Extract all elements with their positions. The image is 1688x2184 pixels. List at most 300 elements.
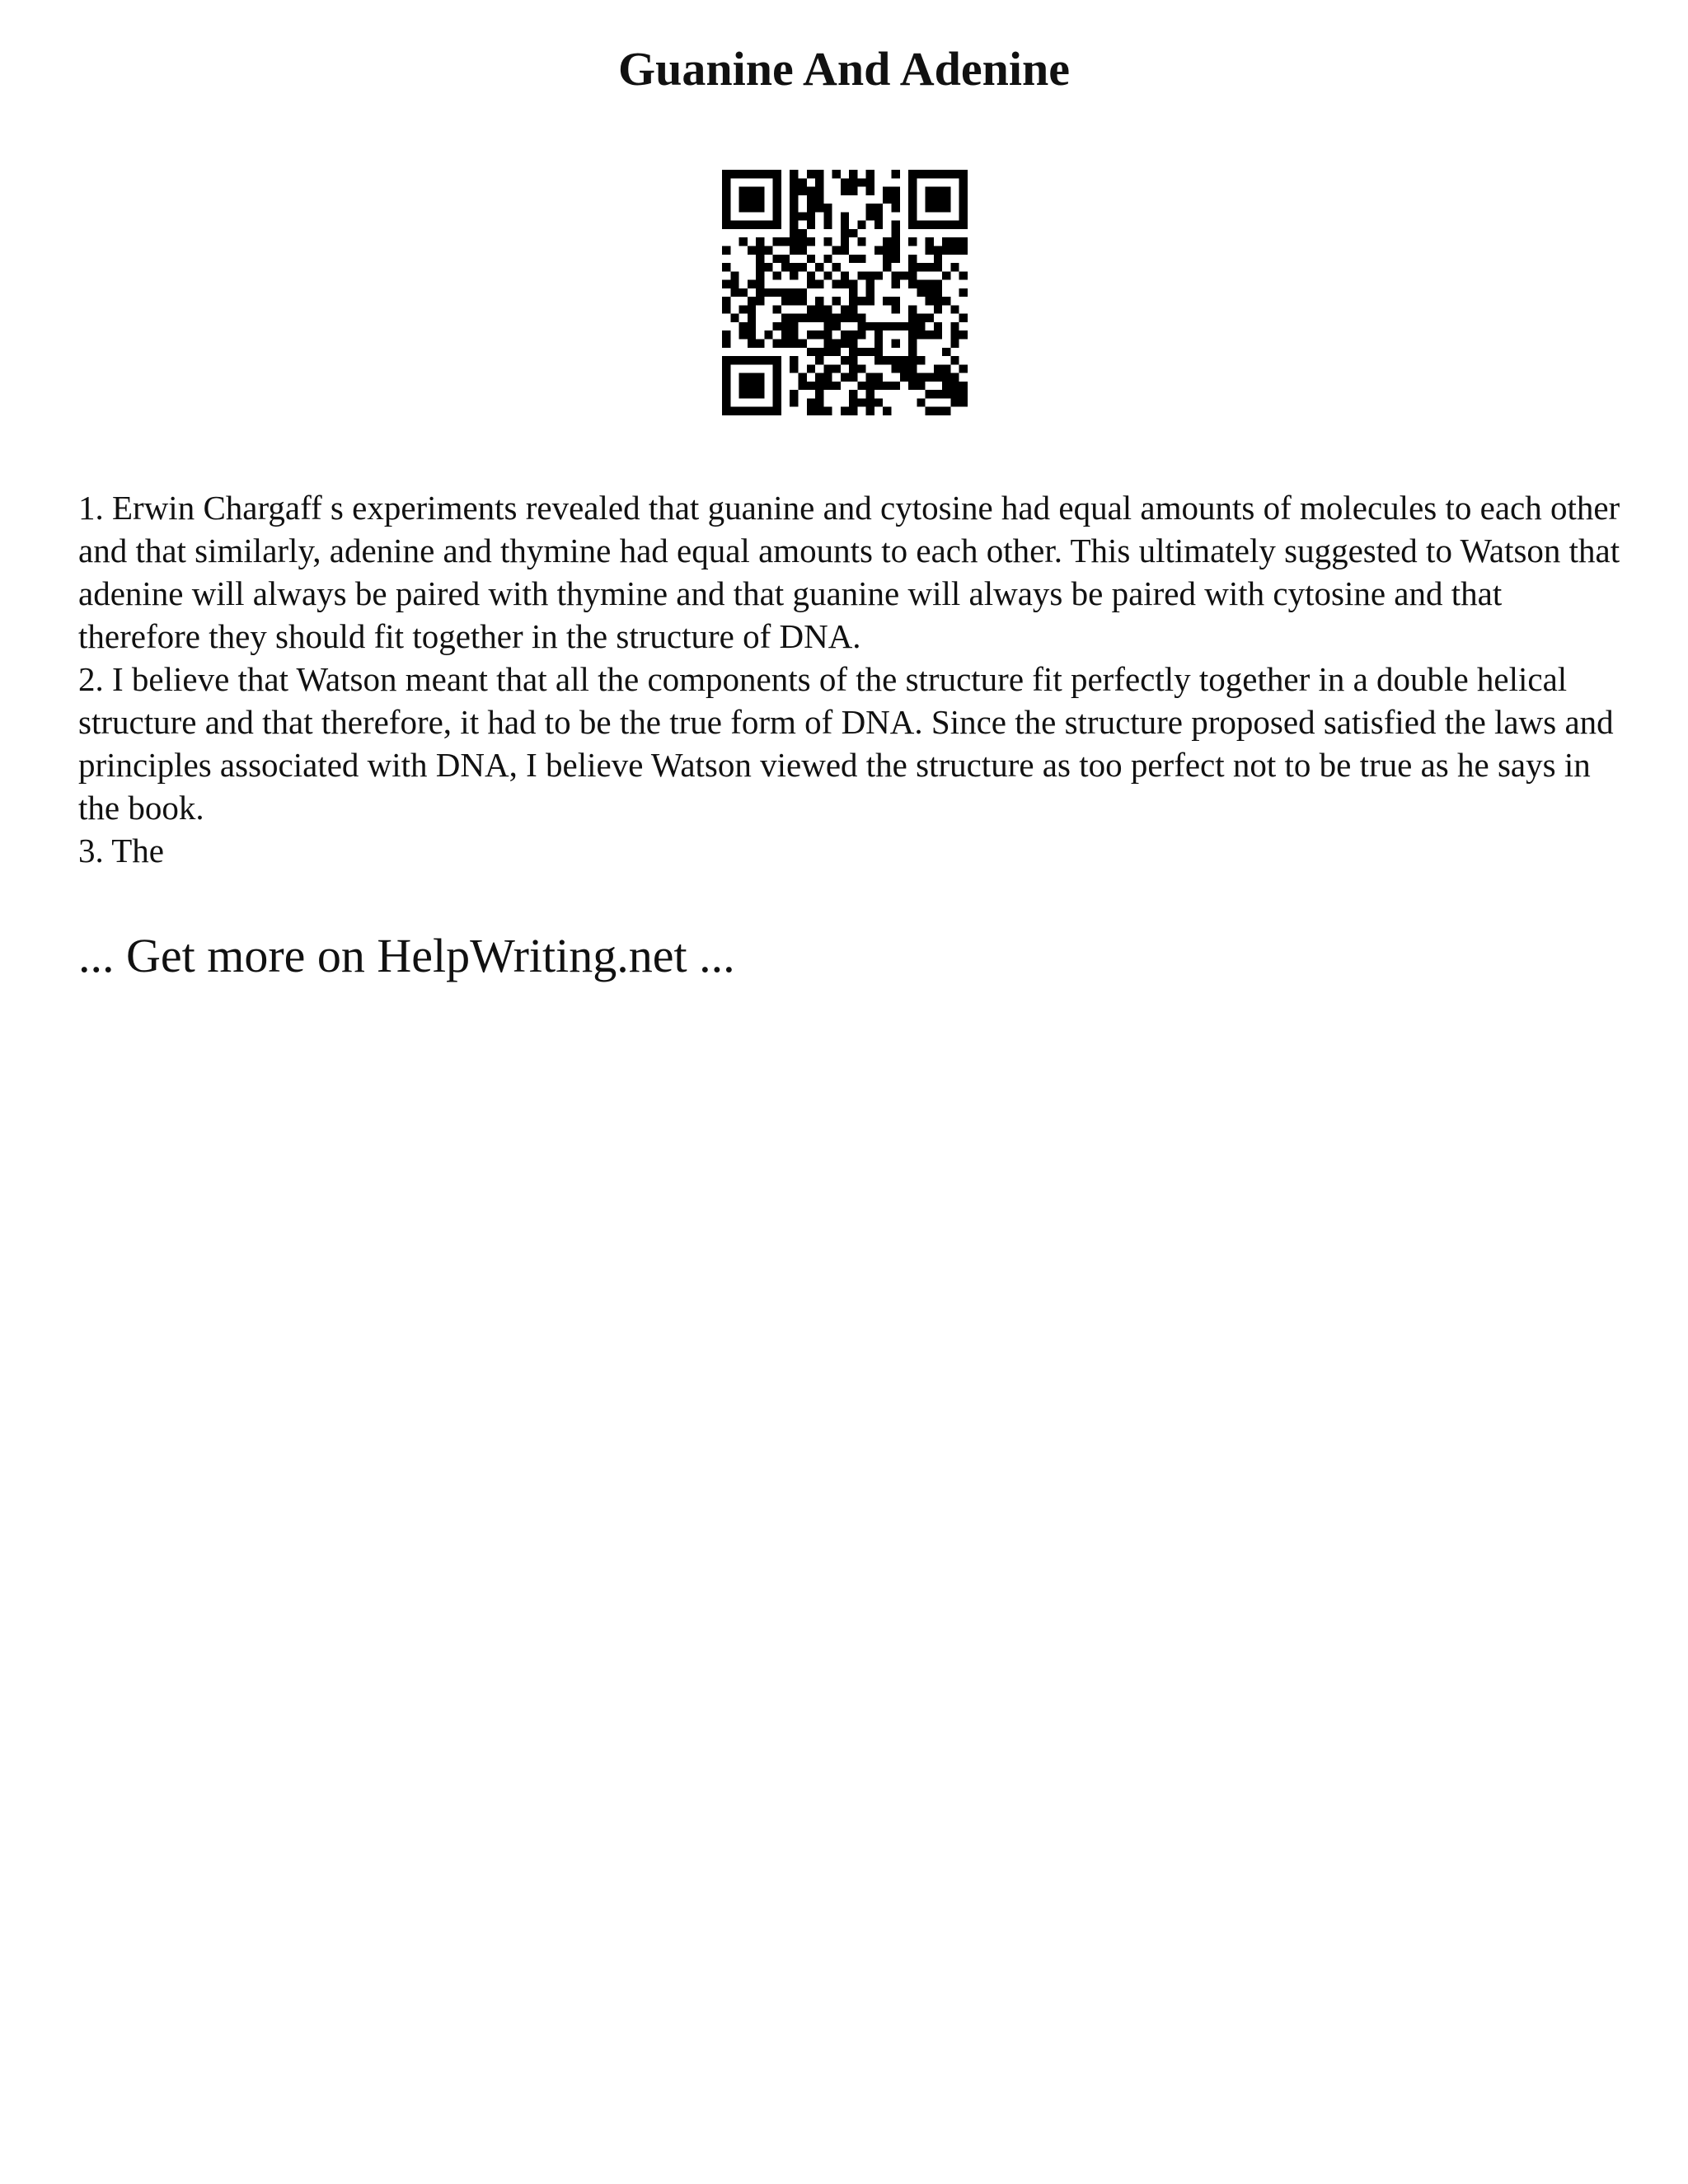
- qr-module: [857, 271, 865, 279]
- qr-module: [756, 297, 764, 305]
- qr-module: [748, 170, 756, 178]
- qr-module: [950, 237, 959, 246]
- qr-module: [917, 322, 925, 330]
- qr-module: [730, 356, 738, 364]
- qr-module: [908, 212, 917, 220]
- qr-module: [934, 390, 942, 398]
- qr-module: [823, 322, 832, 330]
- qr-module: [739, 390, 748, 398]
- qr-module: [874, 373, 883, 382]
- qr-module: [900, 271, 908, 279]
- qr-module: [756, 280, 764, 288]
- qr-module: [823, 255, 832, 263]
- qr-module: [874, 271, 883, 279]
- qr-module: [832, 322, 841, 330]
- qr-module: [959, 390, 968, 398]
- qr-module: [857, 348, 865, 356]
- qr-module: [815, 348, 823, 356]
- qr-module: [790, 314, 798, 322]
- qr-module: [781, 263, 790, 271]
- qr-module: [942, 407, 950, 415]
- qr-module: [942, 271, 950, 279]
- qr-module: [748, 221, 756, 229]
- qr-module: [823, 305, 832, 313]
- qr-module: [926, 407, 934, 415]
- qr-module: [722, 195, 730, 204]
- qr-module: [790, 297, 798, 305]
- qr-module: [866, 271, 874, 279]
- qr-module: [756, 373, 764, 382]
- qr-module: [756, 356, 764, 364]
- qr-module: [942, 221, 950, 229]
- qr-module: [926, 280, 934, 288]
- qr-module: [807, 382, 815, 390]
- qr-module: [866, 280, 874, 288]
- qr-module: [908, 314, 917, 322]
- qr-module: [874, 382, 883, 390]
- qr-module: [790, 178, 798, 186]
- qr-module: [832, 348, 841, 356]
- qr-module: [781, 322, 790, 330]
- qr-module: [781, 340, 790, 348]
- qr-module: [934, 195, 942, 204]
- qr-module: [823, 204, 832, 212]
- qr-module: [934, 204, 942, 212]
- qr-module: [756, 382, 764, 390]
- qr-module: [908, 330, 917, 339]
- qr-module: [739, 221, 748, 229]
- qr-module: [917, 398, 925, 406]
- qr-module: [756, 407, 764, 415]
- qr-module: [748, 382, 756, 390]
- qr-module: [874, 204, 883, 212]
- qr-module: [807, 398, 815, 406]
- qr-module: [900, 373, 908, 382]
- qr-module: [934, 322, 942, 330]
- qr-module: [926, 390, 934, 398]
- qr-module: [764, 263, 772, 271]
- qr-module: [950, 356, 959, 364]
- qr-module: [883, 246, 891, 254]
- qr-module: [722, 297, 730, 305]
- qr-module: [815, 187, 823, 195]
- qr-module: [892, 195, 900, 204]
- qr-module: [823, 348, 832, 356]
- qr-module: [823, 382, 832, 390]
- qr-module: [722, 280, 730, 288]
- qr-module: [739, 288, 748, 297]
- qr-module: [883, 237, 891, 246]
- qr-module: [841, 237, 849, 246]
- qr-module: [866, 212, 874, 220]
- qr-module: [857, 237, 865, 246]
- qr-module: [917, 280, 925, 288]
- qr-module: [722, 373, 730, 382]
- qr-module: [874, 221, 883, 229]
- qr-module: [748, 356, 756, 364]
- qr-module: [748, 330, 756, 339]
- qr-module: [832, 364, 841, 373]
- qr-module: [917, 314, 925, 322]
- qr-module: [748, 340, 756, 348]
- qr-module: [756, 288, 764, 297]
- qr-module: [773, 178, 781, 186]
- qr-module: [934, 297, 942, 305]
- qr-module: [857, 221, 865, 229]
- qr-module: [849, 390, 857, 398]
- qr-module: [866, 348, 874, 356]
- qr-module: [908, 263, 917, 271]
- qr-module: [807, 305, 815, 313]
- qr-module: [781, 314, 790, 322]
- qr-module: [883, 382, 891, 390]
- qr-module: [790, 195, 798, 204]
- qr-module: [857, 364, 865, 373]
- qr-module: [790, 263, 798, 271]
- qr-module: [934, 364, 942, 373]
- qr-module: [841, 340, 849, 348]
- qr-module: [722, 263, 730, 271]
- qr-module: [722, 364, 730, 373]
- qr-module: [823, 407, 832, 415]
- qr-module: [722, 340, 730, 348]
- qr-module: [942, 297, 950, 305]
- qr-module: [722, 204, 730, 212]
- qr-module: [748, 204, 756, 212]
- qr-module: [739, 330, 748, 339]
- qr-module: [908, 373, 917, 382]
- qr-module: [908, 221, 917, 229]
- qr-module: [722, 330, 730, 339]
- qr-module: [798, 229, 806, 237]
- qr-module: [883, 263, 891, 271]
- qr-module: [857, 330, 865, 339]
- qr-module: [722, 382, 730, 390]
- qr-module: [841, 314, 849, 322]
- qr-module: [790, 390, 798, 398]
- qr-module: [950, 390, 959, 398]
- qr-module: [773, 322, 781, 330]
- qr-module: [764, 356, 772, 364]
- qr-code-icon: [722, 170, 968, 415]
- qr-module: [790, 246, 798, 254]
- qr-module: [756, 195, 764, 204]
- qr-module: [815, 178, 823, 186]
- qr-module: [934, 221, 942, 229]
- qr-module: [764, 246, 772, 254]
- qr-module: [874, 356, 883, 364]
- qr-module: [773, 340, 781, 348]
- qr-module: [773, 204, 781, 212]
- qr-module: [807, 348, 815, 356]
- qr-module: [959, 288, 968, 297]
- qr-module: [917, 356, 925, 364]
- qr-module: [773, 390, 781, 398]
- qr-module: [950, 382, 959, 390]
- qr-module: [841, 407, 849, 415]
- qr-module: [892, 305, 900, 313]
- qr-module: [926, 314, 934, 322]
- qr-module: [841, 330, 849, 339]
- qr-module: [849, 348, 857, 356]
- qr-module: [849, 297, 857, 305]
- qr-module: [950, 305, 959, 313]
- qr-module: [807, 187, 815, 195]
- qr-module: [807, 212, 815, 220]
- qr-module: [866, 322, 874, 330]
- qr-module: [857, 178, 865, 186]
- qr-module: [950, 398, 959, 406]
- qr-module: [942, 246, 950, 254]
- qr-module: [815, 195, 823, 204]
- qr-module: [849, 340, 857, 348]
- qr-module: [790, 212, 798, 220]
- qr-module: [849, 170, 857, 178]
- qr-module: [756, 390, 764, 398]
- qr-module: [756, 187, 764, 195]
- qr-module: [942, 348, 950, 356]
- qr-module: [841, 246, 849, 254]
- qr-module: [926, 187, 934, 195]
- qr-module: [756, 263, 764, 271]
- qr-module: [849, 364, 857, 373]
- qr-module: [857, 314, 865, 322]
- qr-module: [823, 271, 832, 279]
- qr-module: [934, 246, 942, 254]
- qr-module: [892, 255, 900, 263]
- paragraph-3: 3. The: [78, 832, 165, 869]
- qr-module: [748, 246, 756, 254]
- qr-module: [739, 407, 748, 415]
- qr-module: [722, 398, 730, 406]
- qr-module: [917, 221, 925, 229]
- qr-module: [849, 255, 857, 263]
- qr-module: [934, 407, 942, 415]
- qr-module: [883, 356, 891, 364]
- qr-module: [764, 288, 772, 297]
- qr-module: [807, 237, 815, 246]
- qr-module: [739, 204, 748, 212]
- qr-module: [849, 398, 857, 406]
- qr-module: [883, 407, 891, 415]
- qr-module: [959, 237, 968, 246]
- qr-module: [917, 288, 925, 297]
- qr-module: [926, 373, 934, 382]
- qr-module: [942, 195, 950, 204]
- qr-module: [823, 373, 832, 382]
- qr-module: [773, 212, 781, 220]
- qr-module: [798, 340, 806, 348]
- qr-module: [849, 330, 857, 339]
- qr-module: [926, 195, 934, 204]
- qr-module: [798, 373, 806, 382]
- qr-module: [807, 364, 815, 373]
- qr-module: [857, 297, 865, 305]
- qr-module: [815, 373, 823, 382]
- qr-module: [748, 305, 756, 313]
- qr-module: [849, 229, 857, 237]
- qr-module: [815, 297, 823, 305]
- qr-module: [823, 314, 832, 322]
- qr-module: [908, 280, 917, 288]
- qr-module: [874, 212, 883, 220]
- qr-module: [748, 390, 756, 398]
- qr-module: [892, 204, 900, 212]
- qr-module: [815, 330, 823, 339]
- qr-module: [756, 271, 764, 279]
- qr-module: [857, 382, 865, 390]
- qr-module: [756, 246, 764, 254]
- qr-module: [823, 237, 832, 246]
- document-body: [78, 486, 1628, 872]
- qr-module: [857, 322, 865, 330]
- qr-module: [722, 170, 730, 178]
- qr-module: [798, 178, 806, 186]
- qr-module: [959, 364, 968, 373]
- qr-module: [781, 297, 790, 305]
- qr-module: [815, 204, 823, 212]
- qr-module: [959, 221, 968, 229]
- qr-module: [950, 221, 959, 229]
- qr-module: [883, 195, 891, 204]
- document-title: Guanine And Adenine: [618, 42, 1070, 96]
- qr-module: [748, 373, 756, 382]
- qr-module: [900, 364, 908, 373]
- qr-module: [866, 407, 874, 415]
- qr-module: [926, 170, 934, 178]
- qr-module: [866, 398, 874, 406]
- qr-module: [832, 382, 841, 390]
- qr-module: [926, 246, 934, 254]
- qr-module: [874, 322, 883, 330]
- qr-module: [934, 263, 942, 271]
- qr-module: [908, 348, 917, 356]
- qr-module: [781, 330, 790, 339]
- qr-module: [730, 170, 738, 178]
- qr-module: [959, 204, 968, 212]
- qr-module: [815, 356, 823, 364]
- qr-module: [773, 305, 781, 313]
- qr-module: [892, 382, 900, 390]
- qr-module: [798, 314, 806, 322]
- qr-module: [781, 288, 790, 297]
- qr-module: [730, 407, 738, 415]
- qr-module: [756, 170, 764, 178]
- qr-module: [866, 204, 874, 212]
- qr-module: [807, 314, 815, 322]
- qr-module: [730, 221, 738, 229]
- qr-module: [748, 322, 756, 330]
- qr-module: [892, 280, 900, 288]
- qr-module: [959, 382, 968, 390]
- qr-module: [748, 407, 756, 415]
- qr-module: [883, 297, 891, 305]
- qr-module: [883, 187, 891, 195]
- qr-module: [849, 288, 857, 297]
- qr-module: [866, 170, 874, 178]
- qr-module: [739, 356, 748, 364]
- qr-module: [849, 178, 857, 186]
- qr-module: [892, 237, 900, 246]
- qr-module: [756, 204, 764, 212]
- qr-module: [908, 195, 917, 204]
- qr-module: [722, 221, 730, 229]
- qr-module: [942, 390, 950, 398]
- paragraph-1: 1. Erwin Chargaff s experiments revealed that guanine and cytosine had equal amounts of molecules to each other and that similarly, adenine and thymine had equal amounts to each other. This ultimately suggested to Watson that adenine will always be paired with thymine and that guanine will always be paired with cytosine and that therefore they should fit together in the structure of DNA.: [78, 489, 1620, 655]
- qr-module: [849, 314, 857, 322]
- qr-module: [790, 364, 798, 373]
- qr-module: [748, 195, 756, 204]
- qr-module: [866, 187, 874, 195]
- qr-module: [908, 305, 917, 313]
- qr-module: [917, 330, 925, 339]
- qr-module: [857, 255, 865, 263]
- qr-module: [807, 271, 815, 279]
- qr-module: [892, 187, 900, 195]
- qr-module: [908, 204, 917, 212]
- qr-module: [959, 246, 968, 254]
- qr-module: [900, 322, 908, 330]
- qr-module: [790, 221, 798, 229]
- qr-module: [798, 288, 806, 297]
- qr-module: [934, 170, 942, 178]
- qr-module: [756, 255, 764, 263]
- qr-module: [748, 314, 756, 322]
- qr-module: [739, 322, 748, 330]
- qr-module: [841, 280, 849, 288]
- qr-module: [841, 178, 849, 186]
- get-more-link[interactable]: ... Get more on HelpWriting.net ...: [78, 929, 735, 982]
- qr-module: [908, 187, 917, 195]
- qr-module: [950, 246, 959, 254]
- qr-module: [730, 288, 738, 297]
- qr-module: [866, 297, 874, 305]
- qr-module: [773, 382, 781, 390]
- qr-module: [934, 305, 942, 313]
- qr-module: [892, 356, 900, 364]
- qr-module: [798, 212, 806, 220]
- qr-module: [722, 356, 730, 364]
- qr-module: [764, 221, 772, 229]
- qr-module: [892, 340, 900, 348]
- qr-module: [926, 288, 934, 297]
- qr-module: [815, 263, 823, 271]
- qr-module: [917, 170, 925, 178]
- qr-module: [934, 255, 942, 263]
- qr-module: [798, 237, 806, 246]
- qr-module: [892, 246, 900, 254]
- qr-module: [798, 263, 806, 271]
- qr-module: [781, 255, 790, 263]
- qr-module: [866, 288, 874, 297]
- qr-module: [815, 390, 823, 398]
- qr-module: [773, 288, 781, 297]
- qr-module: [849, 373, 857, 382]
- qr-module: [841, 229, 849, 237]
- qr-module: [874, 246, 883, 254]
- qr-module: [959, 195, 968, 204]
- qr-module: [807, 407, 815, 415]
- qr-module: [849, 280, 857, 288]
- qr-module: [756, 237, 764, 246]
- qr-module: [892, 170, 900, 178]
- qr-module: [832, 246, 841, 254]
- qr-module: [832, 297, 841, 305]
- qr-module: [917, 373, 925, 382]
- qr-module: [849, 305, 857, 313]
- qr-module: [908, 322, 917, 330]
- qr-module: [841, 305, 849, 313]
